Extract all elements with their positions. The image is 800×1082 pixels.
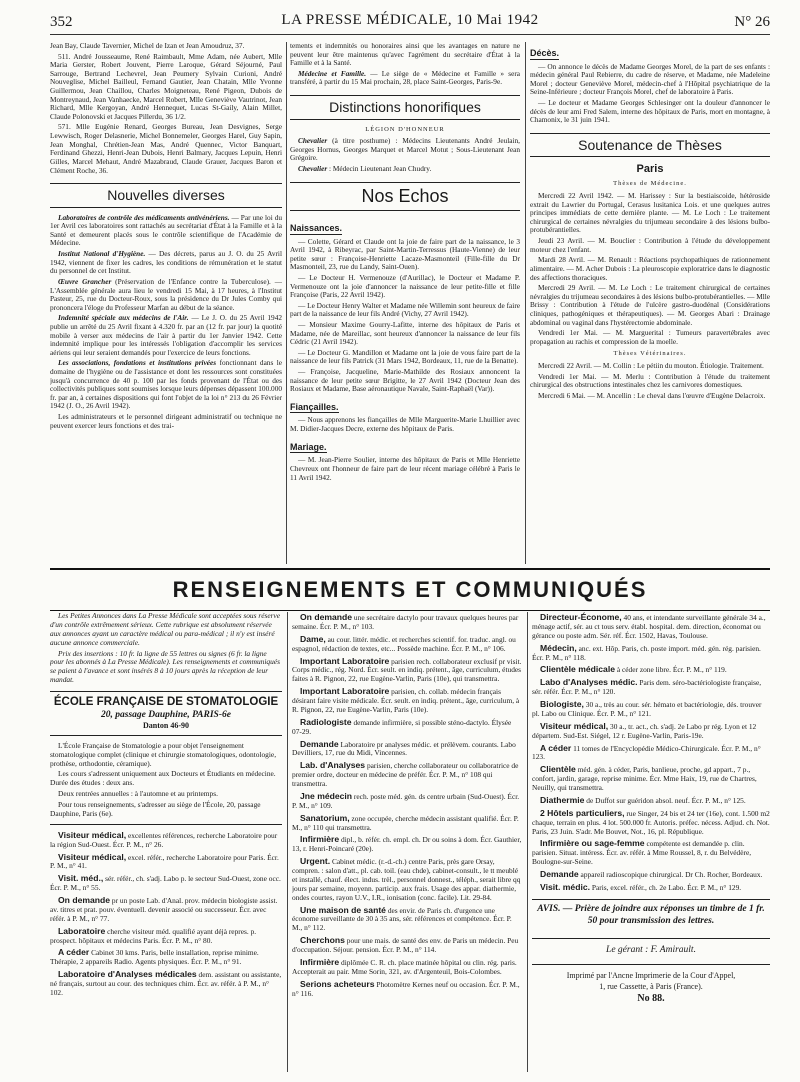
classified-ad [532, 838, 770, 867]
thesis-entry: Mercredi 6 Mai. — M. Ancellin : Le cheval dans l'œuvre d'Eugène Delacroix. [538, 390, 766, 400]
ad-keyword: Serions acheteurs [300, 978, 375, 989]
ad-keyword: Urgent. [300, 856, 331, 867]
school-address: 20, passage Dauphine, PARIS-6e [101, 709, 231, 720]
news-item: Œuvre Grancher (Préservation de l'Enfance contre la Tuberculose). — L'Assemblée générale aura lieu le vendredi 15 Mai, à 17 heures, à l'Institut Pasteur, 25, rue du Docteur-Roux, sous la présidence du Dr Jules Comby qui prononcera l'éloge du Professeur Marfan au début de la séance. [50, 276, 282, 312]
announcement: — M. Jean-Pierre Soulier, interne des hôpitaux de Paris et Mlle Henriette Chevreux ont l'honneur de faire part de leur récent mariage célébré à Paris le 11 Avril 1942. [290, 455, 520, 482]
ad-keyword: Demande [300, 738, 339, 749]
classified-ad [50, 830, 282, 850]
subheading-legion: LÉGION D'HONNEUR [365, 125, 445, 133]
school-text: Les cours s'adressent uniquement aux Docteurs et Étudiants en médecine. Durée des études : deux ans. [50, 769, 276, 788]
classified-ad [292, 656, 522, 685]
classified-ad [532, 764, 770, 793]
list-paragraph: 571. Mlle Eugénie Renard, Georges Bureau, Jean Desvignes, Serge Lewwisch, Roger Delasnerie, Michel Bonnemeler, Georges Harel, Guy Sapin, Jean Monghal, Chrétien-Jean Mas, André Quennec, Victor Banquart, Ferdinand Ghezzi, Henri-Jean Dubois, Henri Balmary, Jacques Lepuin, Henri Gilles, Marcel Mehaut, André Mazabraud, Claude Grauer, Jacques Baron et Clément Roche, 36. [50, 122, 282, 175]
classified-ad [292, 686, 522, 715]
ad-text: pr un poste Lab. d'Anal. prov. médecin biologiste assist. av. titres et prat. pouv. éventuell. devenir associé ou successeur. Écr. avec référ. à P. M., n° 77. [50, 896, 278, 923]
column-divider [287, 612, 288, 1072]
news-item: Médecine et Famille. — Le siège de « Médecine et Famille » sera transféré, à partir du 15 Mai prochain, 28, place Saint-Georges, Paris-9e. [290, 68, 520, 87]
classified-ad [292, 634, 522, 654]
classifieds-column-2 [292, 612, 522, 1072]
classified-ad [292, 957, 522, 977]
ad-text: demande infirmière, si possible sténo-dactylo. Élysée 07-29. [292, 717, 512, 736]
ad-text: anc. ext. Hôp. Paris, ch. poste import. méd. gén. rég. parisien. Écr. P. M., n° 118. [532, 643, 761, 662]
classified-ad [532, 721, 770, 741]
ad-keyword: Biologiste, [540, 699, 584, 709]
communiques-banner [50, 568, 770, 611]
ad-text: excellentes références, recherche Laboratoire pour la région Sud-Ouest. Écr. P. M., n° 26. [50, 830, 278, 849]
ad-text: dem. assistant ou assistante, né français, surtout au cour. des techniques chim. Écr. av. référ. à P. M., n° 102. [50, 970, 282, 997]
ad-text: Photomètre Kernes neuf ou occasion. Écr. P. M., n° 116. [292, 979, 520, 998]
section-title-theses: Soutenance de Thèses [530, 133, 770, 158]
ad-text: de Duffot sur guéridon absol. neuf. Écr. P. M., n° 125. [586, 795, 746, 805]
ad-text: parisien rech. collaborateur exclusif pr visit. Corps médic., rég. Nord. Écr. seult. en indiq. prétent., âge, curriculum, études faites à R. Pignon, 22, rue Eugène-Varlin, Paris (10e), qui transmettra. [292, 656, 522, 684]
ad-text: Paris dem. séro-bactériologiste française, sér. référ. Écr. P. M., n° 120. [532, 678, 762, 697]
ad-keyword: Infirmière [300, 834, 340, 845]
thesis-entry: Mercredi 22 Avril 1942. — M. Harissey : Sur la bestiaiscoide, hétéroside extrait du Lawrier du Portugal, Cerasus lusitanica Lois. et une quelques autres principes immédiats de cette dernière plante. — M. Le Loch : Le traitement chirurgical de certaines névralgies du trijumeau secondaire à des lésions bulbo-protubérantielles. [530, 191, 770, 235]
ad-text: compétente est demandée p. clin. parisien. Situat. intéress. Écr. av. référ. à Mme Roussel, 8, r. du Belvédère, Boulogne-sur-Seine. [532, 839, 752, 867]
ad-text: Cabinet 30 kms. Paris, belle installation, reprise minime. Thérapie, 2 appareils Radio. Agents physiques. Écr. P. M., n° 91. [50, 948, 259, 967]
ad-keyword: Visiteur médical, [540, 720, 609, 731]
ad-keyword: Une maison de santé [300, 904, 386, 915]
classifieds-column-3 [532, 612, 770, 1072]
announcement: — Françoise, Jacqueline, Marie-Mathilde des Rosiaux annoncent la naissance de leur petite sœur Brigitte, le 27 Avril 1942 (Docteur Jean des Rosiaux et Madame, Base aéronautique Navale, Saint-Raphaël (Var)). [290, 367, 520, 394]
thesis-entry: Jeudi 23 Avril. — M. Bouclier : Contribution à l'étude du développement moteur chez l'enfant. [530, 236, 770, 254]
ad-keyword: Directeur-Économe, [540, 612, 622, 622]
classified-ad [532, 869, 770, 880]
ad-text: zone occupée, cherche médecin assistant qualifié. Écr. P. M., n° 110 qui transmettra. [292, 813, 519, 832]
thesis-entry: Mercredi 29 Avril. — M. Le Loch : Le traitement chirurgical de certaines névralgies du trijumeau secondaires à des lésions bulbo-protubérantielles. — Mlle Brissy : Contribution à l'étude de l'ulcère gastro-duodénal (Considérations cliniques, pathogéniques et thérapeutiques). — M. Georges Abari : Drainage abdominal ou vaginal dans l'hystérectomie abdominale. [530, 283, 770, 327]
heading-naissances: Naissances. [290, 222, 343, 233]
continued-paragraph: tements et indemnités ou honoraires ainsi que les avantages en nature ne peuvent leur être maintenus qu'avec l'agrément du secrétaire d'État à la Famille et à la Santé. [290, 42, 520, 68]
ad-text: 11 tomes de l'Encyclopédie Médico-Chirurgicale. Écr. P. M., n° 123. [532, 743, 761, 762]
column-1 [50, 42, 282, 564]
ad-keyword: Infirmière ou sage-femme [540, 838, 645, 849]
ad-list-1 [50, 830, 282, 998]
announcement: — Monsieur Maxime Gourry-Lafitte, interne des hôpitaux de Paris et Madame, née de Mareillac, sont heureux d'annoncer la naissance de leur fils Cédric (21 Avril 1942). [290, 319, 520, 347]
section-title-nouvelles: Nouvelles diverses [50, 183, 282, 208]
ad-keyword: 2 Hôtels particuliers, [540, 807, 625, 818]
classifieds-prices: Prix des insertions : 10 fr. la ligne de 55 lettres ou signes (6 fr. la ligne pour les abonnés à La Presse Médicale). Les renseignements et communiqués se paient à l'avance et sont insérés 8 à 10 jours après la réception de leur mandat. [50, 648, 280, 685]
classified-ad [532, 664, 770, 675]
ad-text: à céder zone libre. Écr. P. M., n° 119. [616, 665, 727, 675]
imprint-number: No 88. [637, 993, 665, 1005]
ad-keyword: On demande [300, 612, 353, 622]
ad-text: pour une mais. de santé des env. de Paris un médecin. Peu d'occupation. Séjour. pension. Écr. P. M., n° 114. [292, 936, 519, 954]
upper-section [50, 42, 770, 564]
column-divider [527, 612, 528, 1072]
divider [50, 824, 282, 825]
announcement: — Le Docteur H. Vermenouze (d'Aurillac), le Docteur et Madame P. Vermenouze ont la joie d'annoncer la naissance de leur petite-fille et fille Françoise (Paris, 22 Avril 1942). [290, 272, 520, 300]
ad-keyword: Lab. d'Analyses [300, 760, 366, 771]
announcement: — Le Docteur Henry Walter et Madame née Willemin sont heureux de faire part de la naissance de leur fils André (Vichy, 27 Avril 1942). [290, 300, 520, 319]
announcement: — Colette, Gérard et Claude ont la joie de faire part de la naissance, le 3 Avril 1942, à Ribeyrac, par Saint-Martin-Terressus (Haute-Vienne) de leur petite sœur : Françoise-Henriette Lacaze-Masmonteil (Fille-fille du Dr Masmonteil, 23, rue du Landy, Saint-Ouen). [290, 236, 520, 272]
section-title-echos: Nos Echos [290, 182, 520, 211]
section-title-distinctions: Distinctions honorifiques [290, 95, 520, 120]
thesis-entry: Mardi 28 Avril. — M. Renault : Réactions psychopathiques de rationnement alimentaire. — M. Acher Dubois : La pleuroscopie exploratrice dans le diagnostic des affections thoraciques. [530, 255, 770, 282]
classified-ad [50, 947, 282, 967]
heading-deces: Décès. [530, 48, 560, 58]
ad-keyword: Médecin, [540, 642, 577, 653]
ad-keyword: Labo d'Analyses médic. [540, 677, 638, 688]
imprint-line: 1, rue Cassette, à Paris (France). [599, 981, 703, 991]
ad-text: des envir. de Paris ch. d'urgence une économe surveillante de 30 à 35 ans, sér. références et compétence. Écr. P. M., n° 112. [292, 905, 512, 933]
ad-text: rech. poste méd. gén. ds centre urbain (Sud-Ouest). Écr. P. M., n° 109. [292, 791, 520, 810]
classifieds-section [50, 612, 770, 1072]
ad-keyword: Important Laboratoire [300, 655, 390, 666]
classified-ad [50, 926, 282, 946]
ad-keyword: Visiteur médical, [58, 829, 127, 840]
thesis-entry: Vendredi 1er Mai. — M. Marguerital : Tumeurs paravertébrales avec propagation au rachis et compression de la moelle. [530, 328, 770, 346]
ad-keyword: Radiologiste [300, 716, 352, 727]
ad-text: 30 a., tr. act., ch. s'adj. 2e Labo pr rég. Lyon et 12 départem. Sud-Est. Siégel, 12 r. Eugène-Varlin, Paris-19e. [532, 721, 757, 740]
classified-ad [532, 882, 770, 893]
classified-ad [292, 834, 522, 854]
school-text: Pour tous renseignements, s'adresser au siège de l'École, 20, passage Dauphine, Paris (6e). [50, 800, 261, 818]
ad-keyword: Important Laboratoire [300, 686, 390, 697]
ad-text: rue Singer, 24 bis et 24 ter (16e), cont. 1.500 m2 chaque, terrain en plus. 4 lot. 500.000 fr. Autoris. préfec. nécess. Adjud. ch. Not. Paris, 23 Juin. S'adr. Me Bouvet, Not., 16, pl. République. [532, 808, 770, 836]
school-text: Deux rentrées annuelles : à l'automne et au printemps. [58, 789, 218, 799]
classified-ad [292, 813, 522, 833]
heading-fiancailles: Fiançailles. [290, 401, 339, 412]
ad-keyword: Demande [540, 869, 579, 879]
classifieds-intro: Les Petites Annonces dans La Presse Médicale sont acceptées sous réserve d'un contrôle extrêmement sérieux. Cette rubrique est absolument réservée aux annonces ayant un caractère médical ou para-médical ; il n'y est inséré aucune annonce commerciale. [50, 612, 281, 647]
ad-text: parisien, cherche collaborateur ou collaboratrice de premier ordre, docteur en médecine de préfér. Écr. P. M., n° 108 qui transmettra. [292, 761, 519, 788]
ad-text: une secrétaire dactylo pour travaux quelques heures par semaine. Écr. P. M., n° 103. [292, 613, 519, 631]
distinction-item: Chevalier : Médecin Lieutenant Jean Chudry. [298, 164, 432, 174]
ad-keyword: A céder [540, 742, 572, 753]
gerant-line: Le gérant : F. Amirault. [532, 938, 770, 956]
classified-ad [50, 852, 282, 872]
classified-ad [292, 612, 522, 632]
ad-text: 40 ans, et intendante surveillante générale 34 a., ménage actif, sér. au ct tous serv. établ. hospital. dem. direction, économat ou gérance ou poste adm. Sér. réf. Écr. 1502, Havas, Toulouse. [532, 613, 766, 640]
ad-keyword: On demande [58, 895, 111, 906]
announcement: — Nous apprenons les fiançailles de Mlle Marguerite-Marie Lhuillier avec M. Didier-Jacques Decre, externe des hôpitaux de Paris. [290, 415, 520, 434]
issue-number: N° 26 [734, 14, 770, 30]
news-item: Institut National d'Hygiène. — Des décrets, parus au J. O. du 25 Avril 1942, viennent de fixer les cadres, les conditions de rémunération et le statut du personnel de cet Institut. [50, 249, 282, 276]
ad-text: au cour. littér. médic. et recherches scientif. for. traduc. angl. ou espagnol, rédaction de textes, etc... Possède machine. Écr. P. M., n° 106. [292, 634, 516, 653]
classified-ad [292, 935, 522, 955]
news-item: Les administrateurs et le personnel dirigeant administratif ou technique ne peuvent exercer leurs fonctions et des trai- [50, 412, 282, 430]
thesis-entry: Vendredi 1er Mai. — M. Merlu : Contribution à l'étude du traitement chirurgical des obstructions intestinales chez les carnivores domestiques. [530, 371, 770, 390]
journal-title: LA PRESSE MÉDICALE, 10 Mai 1942 [281, 12, 539, 28]
classified-ad [532, 699, 770, 719]
ad-text: cherche visiteur méd. qualifié ayant déjà repres. p. prospect. hôpitaux et médecins Paris. Écr. P. M., n° 80. [50, 926, 257, 945]
announcement: — Le docteur et Madame Georges Schlesinger ont la douleur d'annoncer le décès de leur ami Fred Salem, interne des hôpitaux de Paris, mort en montagne, à Chamonix, le 31 juin 1941. [530, 98, 770, 125]
ad-keyword: Cherchons [300, 935, 345, 946]
ad-text: Paris, excel. référ., ch. 2e Labo. Écr. P. M., n° 129. [591, 882, 742, 892]
school-phone: Danton 46-90 [142, 721, 189, 731]
school-name: ÉCOLE FRANÇAISE DE STOMATOLOGIE [53, 696, 279, 708]
column-2 [290, 42, 520, 564]
classified-ad [292, 979, 522, 999]
classified-ad [292, 739, 522, 759]
classified-ad [50, 969, 282, 998]
subheading-paris: Paris [636, 163, 664, 176]
subheading-medecine: Thèses de Médecine. [613, 180, 687, 188]
ad-text: parisien, ch. collab. médecin français désirant faire visite médicale. Écr. seult. en indiq. prétent., âge, curriculum, à R. Pignon, 22, rue Eugène-Varlin, Paris (10e). [292, 687, 520, 714]
ad-text: sér. référ., ch. s'adj. Labo p. le secteur Sud-Ouest, zone occ. Écr. P. M., n° 55. [50, 874, 281, 893]
classified-ad [292, 717, 522, 737]
news-item: Les associations, fondations et institutions privées fonctionnant dans le domaine de l'hygiène ou de l'assistance et dont les ressources sont constituées jusqu'à concurrence de 40 p. 100 par les fonds provenant de l'État ou des collectivités publiques sont soumises lorsque leurs dépenses dépassent 100.000 fr. par an, à certaines dispositions qui font l'objet de la loi n° 213 du 26 Février 1942 (J. O., 26 Avril 1942). [50, 358, 282, 411]
ad-text: excel. référ., recherche Laboratoire pour Paris. Écr. P. M., n° 41. [50, 852, 279, 871]
classified-ad [292, 905, 522, 934]
running-header [50, 12, 770, 35]
column-divider [525, 42, 526, 564]
ad-keyword: Laboratoire [58, 925, 106, 936]
classified-ad [292, 760, 522, 789]
column-3 [530, 42, 770, 564]
list-paragraph: Jean Bay, Claude Tavernier, Michel de Izan et Jean Amoudruz, 37. [50, 42, 245, 50]
ad-keyword: Visit. médic. [540, 881, 590, 892]
classified-ad [292, 791, 522, 811]
ad-text: appareil radioscopique chirurgical. Dr Ch. Rocher, Bordeaux. [580, 870, 763, 879]
announcement: — On annonce le décès de Madame Georges Morel, de la part de ses enfants : médecin général Paul Rebierre, du cadre de réserve, et Madame, née Madeleine Morel ; docteur Geneviève Morel, médecin-chef à l'Hôpital psychiatrique de la Seine-Inférieure ; docteur François Morel, chef de laboratoire à Paris. [530, 61, 770, 97]
imprint-line: Imprimé par l'Ancne Imprimerie de la Cour d'Appel, [566, 970, 736, 980]
distinction-item: Chevalier (à titre posthume) : Médecins Lieutenants André Jeulain, Georges Hornus, Georges Marquet et Marcel Motut ; Sous-Lieutenant Jean Grégoire. [290, 136, 520, 163]
ad-keyword: Clientèle [540, 764, 576, 775]
ad-text: dipl., b. référ. ch. empl. ch. Dr ou soins à dom. Écr. Gauthier, 13, r. Henri-Poincaré (20e). [292, 835, 522, 854]
ad-keyword: A céder [58, 947, 90, 958]
ad-text: 30 a., très au cour. sér. hémato et bactériologie, dés. trouver pl. Labo ou Clinique. Écr. P. M., n° 121. [532, 700, 762, 718]
classified-ad [50, 895, 282, 924]
classified-ad [532, 677, 770, 697]
ad-keyword: Sanatorium, [300, 812, 350, 823]
ad-keyword: Diathermie [540, 794, 585, 805]
page-number: 352 [50, 14, 73, 30]
classified-ad [532, 612, 770, 641]
news-item: Laboratoires de contrôle des médicaments antivénériens. — Par une loi du 1er Avril ces laboratoires sont rattachés au secrétariat d'État à la Famille et à la Santé et demeurent placés sous le contrôle scientifique de l'Académie de Médecine. [50, 212, 282, 248]
heading-mariage: Mariage. [290, 441, 327, 452]
news-item: Indemnité spéciale aux médecins de l'Air. — Le J. O. du 25 Avril 1942 publie un arrêté du 25 Avril fixant à 4.320 fr. par an (12 fr. par jour) la quotité mobile à verser aux médecins de l'air à partir du 1er Janvier 1942. Cette indemnité implique pour les intéressés l'obligation d'accomplir les services aériens qui leur seraient demandés pour l'exercice de leurs fonctions. [50, 313, 282, 357]
classified-ad [532, 795, 770, 806]
classified-ad [50, 873, 282, 893]
thesis-entry: Mercredi 22 Avril. — M. Collin : Le pétiin du mouton. Étiologie. Traitement. [538, 361, 764, 371]
column-divider [286, 42, 287, 564]
ad-keyword: Visit. méd., [58, 873, 104, 884]
ad-text: diplômée C. R. ch. place matinée hôpital ou clin. rég. paris. Accepterait au pair. Mme Sorin, 321, av. d'Argenteuil, Bois-Colombes. [292, 957, 517, 976]
school-text: L'École Française de Stomatologie a pour objet l'enseignement stomatologique complet (clinique et chirurgie stomatologiques, odontologie, prothèse, orthodontie, céramique). [50, 740, 277, 768]
banner-title: RENSEIGNEMENTS ET COMMUNIQUÉS [172, 577, 648, 602]
ad-keyword: Clientèle médicale [540, 664, 615, 675]
subheading-veterinaires: Thèses Vétérinaires. [613, 350, 687, 358]
classified-ad [292, 856, 522, 902]
ad-list-3 [532, 612, 770, 893]
ad-text: Cabinet médic. (r.-d.-ch.) centre Paris, près gare Orsay, compren. : salon d'att., pl. cab. toil. (eau chde), cabinet-consult., le tt meublé et installé, chauf. élect. indus. trèl., personnel donnest., téléph., serait libre qq jours par semaine, moyenn. particip. aux frais. Usage des appar. diathermie, ondes courtes, rayon U.V., I.R., ionisation (conc. facile). Lit. 29-84. [292, 857, 521, 902]
classified-ad [532, 743, 770, 763]
list-paragraph: 511. André Jousseaume, René Raimbault, Mme Adam, née Aubert, Mlle Maria Gerster, Robert Jouvent, Pierre Laroque, Gérard Séjourné, Paul Sarrouge, Bertrand Lechevrel, Jean Peumery Sylvain Curioni, André Nouveglise, Michel Bailleul, Fernand Gautier, Jean Chatain, Mlle Yvonne Guillermou, Jean Chaillou, Charles Moigneteau, René Pigeon, Dubois de Montreynaud, Jean Vanhaecke, Marcel Robert, Mlle Geneviève Vautrinot, Jean Richard, Mlle Kergoyan, André Hennequet, Lucas St-Gaily, Alain Millet, Claude Polonovski et Jacques Pillerdu, 36 1/2. [50, 51, 282, 121]
imprint [532, 964, 770, 1006]
ad-text: Laboratoire pr analyses médic. et prélèvem. courants. Labo Devilliers, 17, rue du Midi, Vincennes. [292, 739, 516, 758]
classified-ad [532, 808, 770, 837]
avis-notice: AVIS. — Prière de joindre aux réponses un timbre de 1 fr. 50 pour transmission des lettres. [532, 899, 770, 928]
ad-keyword: Visiteur médical, [58, 851, 127, 862]
ad-keyword: Jne médecin [300, 790, 353, 801]
classified-ad [532, 643, 770, 663]
school-notice [50, 691, 282, 736]
classifieds-column-1 [50, 612, 282, 1072]
ad-keyword: Infirmière [300, 956, 340, 967]
ad-keyword: Dame, [300, 633, 326, 644]
ad-list-2 [292, 612, 522, 998]
announcement: — Le Docteur G. Mandillon et Madame ont la joie de vous faire part de la naissance de leur fils Patrick (31 Mars 1942, Bordeaux, 11, rue de la Benatte). [290, 347, 520, 366]
ad-keyword: Laboratoire d'Analyses médicales [58, 969, 197, 980]
ad-text: méd. gén. à céder, Paris, banlieue, proche, gd appart., 7 p., confort, jardin, garage, reprise minime. Écr. Mme Haix, 19, rue de Chartres, Neuilly, qui transmettra. [532, 765, 757, 792]
